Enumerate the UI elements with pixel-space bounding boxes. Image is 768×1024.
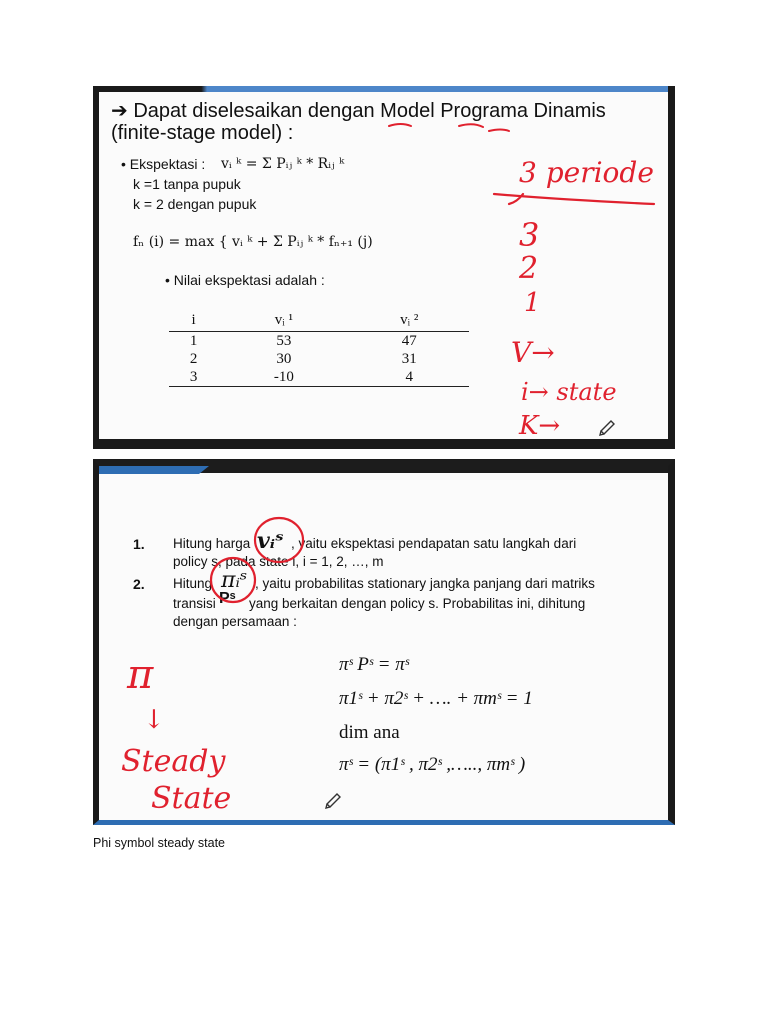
handwriting-annotations-2 [99,466,668,820]
pen-icon [326,794,340,808]
table-cell: 31 [401,351,417,367]
recursion-formula: fₙ (i) = max { vᵢ ᵏ + Σ Pᵢⱼ ᵏ * fₙ₊₁ (j) [133,234,373,250]
item1-text-b: , yaitu ekspektasi pendapatan satu langkah dari [291,536,577,551]
item2-text-a: Hitung [173,576,213,591]
equation-1: πˢ Pˢ = πˢ [339,654,409,675]
handwriting-v: V→ [511,336,555,369]
equation-4: πˢ = (π1ˢ , π2ˢ ,….., πmˢ ) [339,754,526,775]
image-caption: Phi symbol steady state [93,836,226,850]
handwriting-annotations-1 [99,86,668,439]
handwriting-state: State [151,781,232,816]
item2-text-b: , yaitu probabilitas stationary jangka panjang dari matriks [255,576,595,591]
item1-text-a: Hitung harga [173,536,251,551]
expectation-bullet: • Ekspektasi : [121,156,206,172]
item2-text-c-b: yang berkaitan dengan policy s. Probabilitas ini, dihitung [249,596,586,611]
pen-icon [600,421,614,435]
handwriting-steady: Steady [121,744,226,779]
slide-image-1 [93,86,675,449]
table-cell: 2 [189,351,198,367]
table-cell: 53 [276,333,292,349]
item1-text-c: policy s, pada state i, i = 1, 2, …, m [173,554,384,569]
table-header-v1: vᵢ ¹ [218,312,349,332]
table-cell: 3 [169,368,218,387]
sub-bullet: • Nilai ekspektasi adalah : [165,272,325,288]
item2-symbol-p: Pˢ [219,590,236,607]
table-cell: 30 [276,351,292,367]
handwriting-pi: π [127,652,154,698]
table-header-i: i [169,312,218,332]
item2-number: 2. [133,576,145,592]
handwriting-2: 2 [519,251,539,286]
item1-number: 1. [133,536,145,552]
handwriting-i-state: i→ state [521,378,617,406]
item2-text-c-a: transisi [173,596,216,611]
item1-symbol: vᵢˢ [257,528,284,554]
equation-dimana: dim ana [339,722,400,743]
table-header-v2: vᵢ ² [350,312,470,332]
handwriting-1: 1 [524,288,541,318]
table-cell: 1 [189,333,198,349]
slide1-heading-line1: ➔ Dapat diselesaikan dengan Model Programa Dinamis [111,100,606,122]
table-cell: 47 [401,333,417,349]
handwriting-3: 3 [519,216,540,254]
item2-symbol: πᵢˢ [221,568,248,593]
handwriting-k: K→ [519,411,561,439]
table-cell: 4 [350,368,470,387]
equation-2: π1ˢ + π2ˢ + …. + πmˢ = 1 [339,688,533,709]
item2-text-d: dengan persamaan : [173,614,297,629]
k2-line: k = 2 dengan pupuk [133,196,257,212]
k1-line: k =1 tanpa pupuk [133,176,241,192]
expectation-formula: vᵢ ᵏ = Σ Pᵢⱼ ᵏ * Rᵢⱼ ᵏ [221,156,345,172]
table-cell: -10 [218,368,349,387]
handwriting-arrow: ↓ [143,705,165,735]
handwriting-periode: 3 periode [519,156,654,189]
slide-image-2 [93,459,675,825]
slide1-heading-line2: (finite-stage model) : [111,122,294,144]
